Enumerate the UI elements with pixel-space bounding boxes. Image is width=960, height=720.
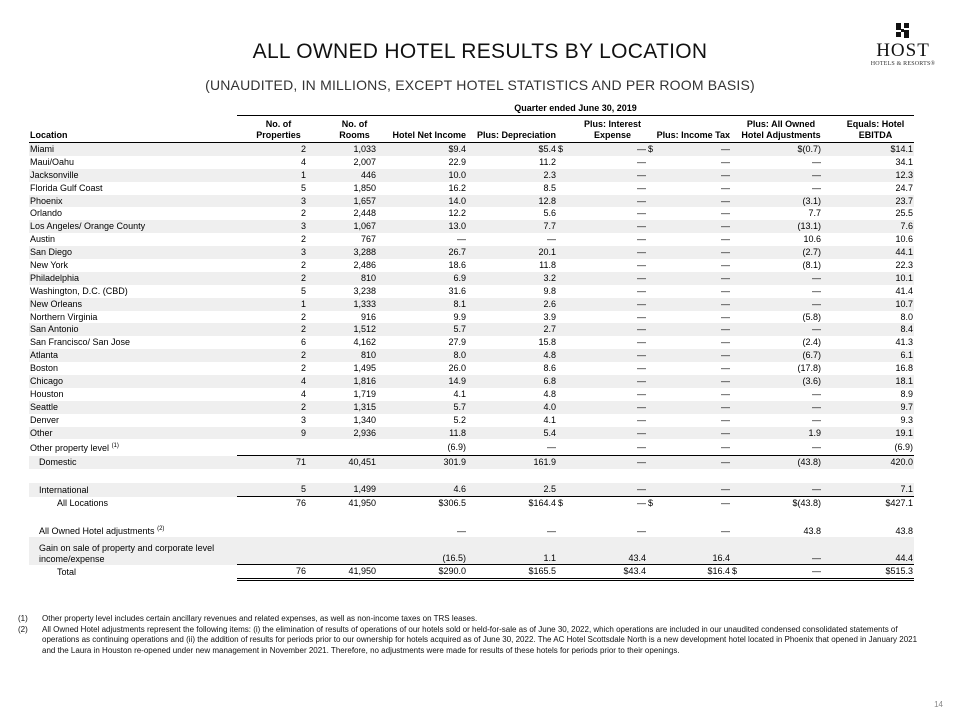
domestic-row: Domestic 71 40,451 301.9 161.9 — — (43.8) 420.0 <box>29 456 914 469</box>
col-ebitda: Equals: Hotel EBITDA <box>822 119 914 143</box>
all-locations-row: All Locations 76 41,950 $306.5 $164.4 $ — $ — $(43.8) $427.1 <box>57 497 913 509</box>
logo-brand: HOST <box>876 40 930 61</box>
table-row: Northern Virginia 2 916 9.9 3.9 — — (5.8) 8.0 <box>30 311 913 322</box>
total-row: Total 76 41,950 $290.0 $165.5 $43.4 $16.4 $ — $515.3 <box>29 565 914 580</box>
footnote-2: (2) All Owned Hotel adjustments represent the following items: (i) the elimination of results of operations of our hotels sold or held-for-sale as of June 30, 2022, which operations are included in our unaudited condensed consolidated statements of operations as continuing operations and (ii) the addition of results for periods prior to our ownership for hotels acquired as of June 30, 2022. The AC Hotel Scottsdale North is a new development hotel located in Phoenix that opened in January 2021 and the Laura in Houston re-opened under new management in November 2021. Therefore, no adjustments were made for results of these hotels for periods prior to their openings. <box>18 624 918 655</box>
table-row: Miami 2 1,033 $9.4 $5.4 $ — $ — $(0.7) $14.1 <box>30 143 913 154</box>
table-row: Seattle 2 1,315 5.7 4.0 — — — 9.7 <box>30 401 913 412</box>
adjustments-row: All Owned Hotel adjustments $^{(2)}$ — — — — 43.8 43.8 <box>39 526 913 537</box>
host-logo <box>868 22 938 67</box>
table-row: Austin 2 767 — — — — 10.6 10.6 <box>30 234 913 245</box>
table-row: Florida Gulf Coast 5 1,850 16.2 8.5 — — — 24.7 <box>30 182 913 193</box>
logo-tagline: HOTELS & RESORTS® <box>870 61 936 67</box>
table-row: Denver 3 1,340 5.2 4.1 — — — 9.3 <box>30 414 913 425</box>
col-properties: No. of Properties <box>237 119 307 143</box>
table-row: Boston 2 1,495 26.0 8.6 — — (17.8) 16.8 <box>30 363 913 374</box>
gain-row: Gain on sale of property and corporate level income/expense (16.5) 1.1 43.4 16.4 — 44.4 <box>29 537 914 565</box>
col-adjustments: Plus: All Owned Hotel Adjustments <box>731 119 822 143</box>
table-row: Philadelphia 2 810 6.9 3.2 — — — 10.1 <box>30 272 913 283</box>
col-depreciation: Plus: Depreciation <box>467 119 557 143</box>
col-income-tax: Plus: Income Tax <box>647 119 731 143</box>
col-net-income: Hotel Net Income <box>377 119 467 143</box>
period-header: Quarter ended June 30, 2019 <box>237 103 914 116</box>
table-row: Orlando 2 2,448 12.2 5.6 — — 7.7 25.5 <box>30 208 913 219</box>
table-row: Washington, D.C. (CBD) 5 3,238 31.6 9.8 — — — 41.4 <box>30 285 913 296</box>
table-row: Other 9 2,936 11.8 5.4 — — 1.9 19.1 <box>30 427 913 438</box>
table-row: San Francisco/ San Jose 6 4,162 27.9 15.8 — — (2.4) 41.3 <box>30 337 913 348</box>
table-row: Los Angeles/ Orange County 3 1,067 13.0 7.7 — — (13.1) 7.6 <box>30 221 913 232</box>
table-row: Atlanta 2 810 8.0 4.8 — — (6.7) 6.1 <box>30 350 913 361</box>
footnote-1: (1) Other property level includes certain ancillary revenues and related expenses, as well as non-income taxes on TRS leases. <box>18 614 478 623</box>
page-title: ALL OWNED HOTEL RESULTS BY LOCATION <box>252 40 708 63</box>
table-header-row <box>29 119 914 143</box>
table-row: San Diego 3 3,288 26.7 20.1 — — (2.7) 44.1 <box>30 247 913 258</box>
spacer-row <box>29 469 914 483</box>
table-row: Phoenix 3 1,657 14.0 12.8 — — (3.1) 23.7 <box>30 195 913 206</box>
col-location: Location <box>29 119 237 143</box>
col-rooms: No. of Rooms <box>307 119 377 143</box>
results-table <box>29 119 914 581</box>
other-property-row: Other property level $^{(1)}$ (6.9) — — — — (6.9) <box>30 441 913 454</box>
col-interest: Plus: Interest Expense <box>557 119 647 143</box>
page-subtitle: (UNAUDITED, IN MILLIONS, EXCEPT HOTEL STATISTICS AND PER ROOM BASIS) <box>205 77 755 93</box>
table-row: San Antonio 2 1,512 5.7 2.7 — — — 8.4 <box>30 324 913 335</box>
host-logo-icon <box>895 22 911 40</box>
table-row: Maui/Oahu 4 2,007 22.9 11.2 — — — 34.1 <box>30 156 913 167</box>
international-row: International 5 1,499 4.6 2.5 — — — 7.1 <box>29 483 914 496</box>
table-row: Houston 4 1,719 4.1 4.8 — — — 8.9 <box>30 388 913 399</box>
table-row: New Orleans 1 1,333 8.1 2.6 — — — 10.7 <box>30 298 913 309</box>
footnotes <box>18 614 923 656</box>
page-number: 14 <box>934 700 943 709</box>
table-row: Jacksonville 1 446 10.0 2.3 — — — 12.3 <box>30 169 913 180</box>
table-row: Chicago 4 1,816 14.9 6.8 — — (3.6) 18.1 <box>30 375 913 386</box>
table-row: New York 2 2,486 18.6 11.8 — — (8.1) 22.3 <box>30 259 913 270</box>
